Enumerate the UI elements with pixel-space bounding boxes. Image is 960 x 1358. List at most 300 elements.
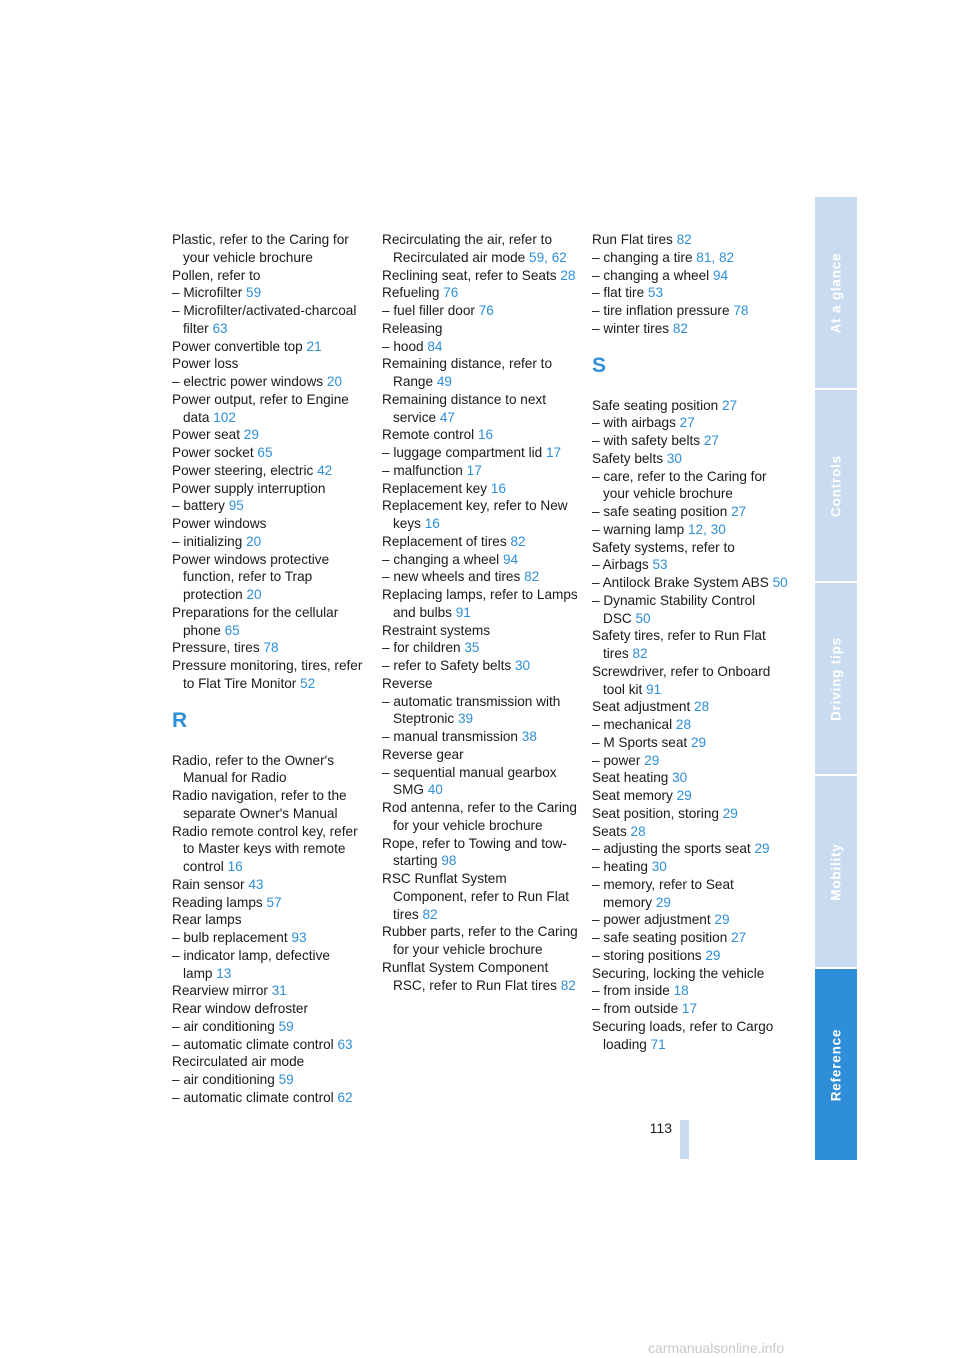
index-entry — [592, 432, 788, 450]
page-link[interactable]: 78 — [263, 640, 279, 656]
index-entry — [592, 716, 788, 734]
index-entry — [172, 1089, 368, 1107]
page-link[interactable]: 59 — [278, 1072, 294, 1087]
index-entry — [172, 1018, 368, 1036]
index-term: – Microfilter/activated-charcoal filter — [172, 303, 357, 336]
index-term: Power loss — [172, 356, 239, 372]
index-term: – changing a tire — [592, 249, 693, 265]
index-term: Rubber parts, refer to the Caring for your vehicle brochure — [382, 924, 578, 957]
page-link[interactable]: 76 — [443, 285, 459, 301]
index-term: – bulb replacement — [172, 930, 288, 945]
index-term: – with airbags — [592, 415, 676, 431]
page-link[interactable]: 52 — [300, 675, 316, 691]
index-term: Restraint systems — [382, 622, 491, 638]
page-link[interactable]: 81 — [696, 249, 712, 265]
index-entry — [382, 391, 578, 427]
page-link[interactable]: 16 — [424, 516, 440, 531]
page-link[interactable]: 91 — [646, 681, 662, 697]
index-term: Recirculated air mode — [172, 1054, 305, 1070]
index-entry — [592, 982, 788, 1000]
index-term: Pollen, refer to — [172, 267, 261, 283]
index-term: Radio remote control key, refer to Master keys with remote control — [172, 823, 358, 874]
index-entry — [172, 657, 368, 693]
index-term: – Airbags — [592, 557, 649, 573]
index-term: Securing loads, refer to Cargo loading — [592, 1018, 774, 1052]
page-link[interactable]: 84 — [427, 338, 443, 354]
index-term: – flat tire — [592, 285, 645, 301]
index-entry — [382, 533, 578, 551]
page-link[interactable]: 28 — [630, 823, 646, 839]
index-term: – automatic climate control — [172, 1036, 334, 1052]
tab-label: Driving tips — [828, 636, 844, 721]
page-link[interactable]: 76 — [478, 303, 494, 318]
index-entry — [172, 823, 368, 876]
index-term: Power windows — [172, 516, 267, 531]
index-entry — [172, 894, 368, 912]
index-term: – care, refer to the Caring for your vehicle brochure — [592, 468, 767, 502]
index-term: – Dynamic Stability Control DSC — [592, 592, 756, 626]
page-link[interactable]: 16 — [227, 859, 243, 874]
index-term: Releasing — [382, 320, 443, 336]
page-link[interactable]: 63 — [212, 320, 228, 336]
index-term: – Microfilter — [172, 285, 243, 301]
index-entry — [592, 805, 788, 823]
index-term: – fuel filler door — [382, 303, 475, 318]
index-term: – storing positions — [592, 947, 702, 963]
index-term: Power convertible top — [172, 338, 303, 354]
index-entry — [382, 462, 578, 480]
index-term: Securing, locking the vehicle — [592, 965, 765, 981]
index-entry — [172, 462, 368, 480]
index-term: Rain sensor — [172, 876, 245, 892]
index-entry — [382, 338, 578, 356]
page-link[interactable]: 27 — [679, 415, 695, 431]
page-link[interactable]: 53 — [647, 285, 664, 301]
index-term: Replacement key — [382, 480, 488, 496]
index-entry — [592, 503, 788, 521]
index-entry — [382, 959, 578, 995]
page-link[interactable]: 21 — [306, 338, 322, 354]
page-link[interactable]: 29 — [690, 734, 707, 750]
index-entry — [592, 1018, 788, 1054]
page-link[interactable]: 16 — [477, 427, 494, 443]
index-term: Reverse gear — [382, 746, 464, 762]
index-term: – indicator lamp, defective lamp — [172, 947, 330, 981]
index-term: Safe seating position — [592, 397, 719, 413]
index-term: – changing a wheel — [592, 267, 710, 283]
index-term: Rod antenna, refer to the Caring for your vehicle brochure — [382, 800, 577, 833]
tab-label: Controls — [828, 454, 844, 517]
index-entry — [172, 876, 368, 894]
index-entry — [172, 480, 368, 498]
page-link[interactable]: 29 — [655, 894, 671, 910]
index-term: Run Flat tires — [592, 232, 673, 247]
page-link[interactable]: 82 — [510, 533, 526, 549]
page-link[interactable]: 65 — [257, 445, 273, 460]
index-entry — [382, 675, 578, 693]
index-entry — [592, 397, 788, 415]
page-link[interactable]: 30 — [651, 859, 667, 874]
index-entry — [592, 663, 788, 699]
index-entry — [592, 284, 788, 302]
index-entry — [592, 929, 788, 947]
page-link[interactable]: 62 — [337, 1089, 353, 1105]
index-entry — [172, 929, 368, 947]
index-entry — [172, 391, 368, 427]
index-term: Preparations for the cellular phone — [172, 604, 339, 638]
tab-controls[interactable] — [815, 390, 857, 581]
page-number: 113 — [649, 1120, 672, 1136]
page-link[interactable]: 91 — [455, 604, 471, 620]
index-term: Power windows protective function, refer to Trap protection — [172, 551, 330, 602]
index-entry — [172, 267, 368, 285]
index-entry — [382, 320, 578, 338]
index-entry — [382, 302, 578, 320]
page-link[interactable]: 47 — [439, 409, 455, 425]
page-link[interactable]: 82 — [422, 906, 438, 922]
index-term: – heating — [592, 859, 648, 874]
index-term: Refueling — [382, 285, 440, 301]
index-term: Power output, refer to Engine data — [172, 391, 349, 425]
index-entry — [172, 911, 368, 929]
index-entry — [172, 787, 368, 823]
page-link[interactable]: 71 — [650, 1036, 666, 1052]
section-tabs — [815, 197, 857, 1161]
page-link[interactable]: 16 — [490, 480, 506, 496]
index-entry — [592, 450, 788, 468]
index-term: Pressure monitoring, tires, refer to Flat Tire Monitor — [172, 658, 363, 691]
page-link[interactable]: 20 — [326, 374, 343, 389]
index-term: Seat memory — [592, 788, 673, 803]
page-link[interactable]: 29 — [714, 912, 730, 928]
index-term: Reverse — [382, 675, 433, 691]
index-term: – for children — [382, 640, 461, 656]
index-entry — [382, 728, 578, 746]
index-entry — [592, 267, 788, 285]
page-link[interactable]: 17 — [681, 1001, 698, 1016]
page-link[interactable]: 29 — [243, 427, 259, 443]
page-link[interactable]: 29 — [644, 752, 660, 768]
index-entry — [172, 338, 368, 356]
page-link[interactable]: 62 — [551, 249, 567, 265]
index-term: Pressure, tires — [172, 640, 260, 656]
page-link[interactable]: 29 — [676, 788, 692, 803]
page-link[interactable]: 29 — [722, 805, 738, 821]
index-entry — [592, 414, 788, 432]
page-link[interactable]: 20 — [246, 587, 262, 602]
index-entry — [382, 693, 578, 729]
index-entry — [592, 752, 788, 770]
index-term: Screwdriver, refer to Onboard tool kit — [592, 663, 771, 697]
index-term: Rearview mirror — [172, 983, 268, 999]
page-link[interactable]: 17 — [466, 462, 482, 478]
index-term: – air conditioning — [172, 1018, 275, 1034]
index-entry — [382, 426, 578, 444]
index-entry — [382, 551, 578, 569]
index-term: – power — [592, 752, 641, 768]
index-term: Reclining seat, refer to Seats — [382, 267, 557, 283]
index-entry — [382, 497, 578, 533]
index-entry — [592, 840, 788, 858]
index-term: – with safety belts — [592, 433, 701, 448]
page-link[interactable]: 59 — [529, 249, 545, 265]
index-term: Replacement key, refer to New keys — [382, 498, 568, 531]
index-term: Power socket — [172, 445, 254, 460]
index-entry — [592, 876, 788, 912]
index-entry — [382, 746, 578, 764]
index-term: – electric power windows — [172, 374, 324, 389]
index-term: – M Sports seat — [592, 734, 688, 750]
index-term: – safe seating position — [592, 504, 728, 519]
index-entry — [382, 639, 578, 657]
index-term: – Antilock Brake System ABS — [592, 575, 769, 590]
page-link[interactable]: 82 — [524, 569, 540, 585]
index-entry — [172, 1071, 368, 1089]
index-entry — [592, 320, 788, 338]
index-term: – changing a wheel — [382, 551, 500, 567]
index-entry — [592, 858, 788, 876]
page-link[interactable]: 53 — [652, 557, 668, 573]
index-entry: Recirculating the air, refer to Recirculated air mode 59, 62 — [382, 232, 567, 265]
index-term: Seats — [592, 823, 627, 839]
index-term: Power seat — [172, 427, 241, 443]
page-link[interactable]: 43 — [248, 876, 264, 892]
index-entry — [592, 468, 788, 504]
tab-label: Reference — [828, 1028, 844, 1101]
index-entry — [592, 947, 788, 965]
index-entry — [382, 444, 578, 462]
page-link[interactable]: 39 — [458, 711, 474, 727]
index-term: – automatic transmission with Steptronic — [382, 693, 561, 727]
index-entry — [592, 734, 788, 752]
index-entry — [382, 355, 578, 391]
index-entry — [592, 911, 788, 929]
index-entry — [172, 302, 368, 338]
page-link[interactable]: 27 — [703, 433, 719, 448]
index-term: – sequential manual gearbox SMG — [382, 764, 557, 798]
index-entry — [592, 769, 788, 787]
index-entry — [172, 604, 368, 640]
page-link[interactable]: 94 — [712, 267, 729, 283]
index-entry — [172, 551, 368, 604]
index-term: – memory, refer to Seat memory — [592, 876, 734, 910]
index-entry — [172, 982, 368, 1000]
tab-mobility[interactable] — [815, 776, 857, 967]
tab-driving-tips[interactable] — [815, 583, 857, 774]
index-term: – malfunction — [382, 462, 463, 478]
index-entry — [172, 231, 368, 267]
index-entry — [592, 556, 788, 574]
index-entry — [592, 592, 788, 628]
index-term: – from inside — [592, 983, 670, 999]
index-term: Power supply interruption — [172, 480, 326, 496]
page-link[interactable]: 50 — [772, 575, 788, 590]
index-term: – refer to Safety belts — [382, 658, 512, 673]
index-term: – air conditioning — [172, 1072, 275, 1087]
index-entry — [172, 426, 368, 444]
index-term: Seat heating — [592, 770, 669, 786]
index-term: Replacing lamps, refer to Lamps and bulbs — [382, 587, 578, 620]
index-entry — [382, 568, 578, 586]
index-entry — [172, 373, 368, 391]
section-letter: S — [592, 353, 607, 377]
index-term: – power adjustment — [592, 912, 711, 928]
index-entry — [592, 231, 788, 249]
tab-at-a-glance[interactable] — [815, 197, 857, 388]
page-link[interactable]: 13 — [216, 965, 232, 981]
index-entry — [382, 480, 578, 498]
index-entry — [592, 965, 788, 983]
page-link[interactable]: 63 — [337, 1036, 353, 1052]
index-entry — [172, 284, 368, 302]
tab-label: Mobility — [828, 842, 844, 901]
index-term: RSC Runflat System Component, refer to Run Flat tires — [382, 871, 570, 922]
page-link[interactable]: 42 — [317, 462, 333, 478]
page-link[interactable]: 82 — [676, 232, 692, 247]
page-link[interactable]: 20 — [246, 533, 262, 549]
index-term: Reading lamps — [172, 894, 263, 910]
index-term: Remote control — [382, 427, 475, 443]
index-term: Radio, refer to the Owner's Manual for Radio — [172, 752, 335, 786]
index-term: – new wheels and tires — [382, 569, 521, 585]
page-link[interactable]: 28 — [694, 699, 710, 715]
index-term: Remaining distance, refer to Range — [382, 356, 553, 389]
index-entry — [172, 515, 368, 533]
index-entry — [382, 835, 578, 871]
index-term: – from outside — [592, 1001, 679, 1016]
index-entry — [172, 1000, 368, 1018]
index-term: – hood — [382, 338, 424, 354]
index-term: Recirculating the air, refer to Recirculated air mode — [382, 232, 553, 265]
index-entry — [382, 870, 578, 923]
page-link[interactable]: 28 — [675, 717, 692, 732]
page-link[interactable]: 29 — [705, 947, 721, 963]
index-column-2 — [382, 231, 578, 994]
index-entry — [172, 1053, 368, 1071]
index-term: – adjusting the sports seat — [592, 841, 751, 857]
index-term: – winter tires — [592, 320, 670, 336]
index-term: Power steering, electric — [172, 462, 314, 478]
index-column-1 — [172, 231, 368, 1107]
page-link[interactable]: 59 — [246, 285, 262, 301]
page-link[interactable]: 98 — [441, 853, 457, 869]
index-term: Safety systems, refer to — [592, 539, 735, 555]
index-entry — [592, 574, 788, 592]
index-entry — [382, 923, 578, 959]
index-column-3 — [592, 231, 788, 1053]
index-term: – warning lamp — [592, 521, 685, 537]
index-term: – initializing — [172, 533, 243, 549]
page-link[interactable]: 30 — [515, 658, 531, 673]
index-term: Plastic, refer to the Caring for your vehicle brochure — [172, 232, 349, 265]
index-entry — [382, 586, 578, 622]
index-term: Rear lamps — [172, 912, 242, 928]
page-link[interactable]: 59 — [278, 1018, 294, 1034]
page-link[interactable]: 78 — [733, 303, 749, 318]
index-term: Radio navigation, refer to the separate Owner's Manual — [172, 788, 347, 821]
index-term: Rear window defroster — [172, 1001, 308, 1016]
page-link[interactable]: 102 — [213, 409, 236, 425]
index-term: – manual transmission — [382, 729, 518, 744]
index-term: Rope, refer to Towing and tow-starting — [382, 835, 567, 869]
page-link[interactable]: 17 — [545, 445, 562, 460]
page-link[interactable]: 57 — [266, 894, 282, 910]
page-link[interactable]: 27 — [731, 930, 747, 945]
page-link[interactable]: 28 — [560, 267, 576, 283]
page-link[interactable]: 93 — [291, 930, 307, 945]
page-link[interactable]: 31 — [271, 983, 287, 999]
page-link[interactable]: 82 — [718, 249, 735, 265]
page-link[interactable]: 30 — [666, 450, 682, 466]
index-entry — [592, 698, 788, 716]
index-term: Seat position, storing — [592, 805, 719, 821]
index-term: Remaining distance to next service — [382, 391, 546, 425]
index-entry — [172, 1036, 368, 1054]
index-entry — [382, 764, 578, 800]
index-entry — [592, 787, 788, 805]
page-link[interactable]: 82 — [672, 320, 688, 336]
index-entry — [592, 1000, 788, 1018]
section-letter: R — [172, 708, 188, 732]
tab-label: At a glance — [828, 252, 844, 333]
index-entry — [172, 752, 368, 788]
index-term: – luggage compartment lid — [382, 445, 543, 460]
index-entry — [382, 284, 578, 302]
index-entry — [592, 539, 788, 557]
page-link[interactable]: 29 — [754, 841, 770, 857]
index-term: – automatic climate control — [172, 1089, 334, 1105]
index-entry — [172, 947, 368, 983]
index-entry — [382, 267, 578, 285]
index-term: Replacement of tires — [382, 533, 507, 549]
page-link[interactable]: 18 — [673, 983, 689, 999]
page-link[interactable]: 27 — [731, 504, 747, 519]
page-link[interactable]: 30 — [710, 521, 726, 537]
index-entry — [172, 533, 368, 551]
index-term: – battery — [172, 498, 225, 514]
page-link[interactable]: 38 — [521, 729, 537, 744]
index-entry: – changing a tire 81, 82 — [592, 249, 735, 265]
index-term: Seat adjustment — [592, 699, 691, 715]
index-entry — [382, 657, 578, 675]
page-link[interactable]: 49 — [436, 374, 452, 389]
page-link[interactable]: 27 — [722, 397, 738, 413]
page-link[interactable]: 65 — [224, 622, 240, 638]
index-term: – mechanical — [592, 717, 673, 732]
page-link[interactable]: 94 — [502, 551, 519, 567]
index-entry — [592, 627, 788, 663]
page-link[interactable]: 50 — [635, 610, 651, 626]
page-number-bar — [680, 1120, 689, 1159]
page-link[interactable]: 82 — [560, 977, 576, 993]
page-link[interactable]: 35 — [464, 640, 480, 656]
index-entry — [382, 622, 578, 640]
page-link[interactable]: 40 — [427, 782, 443, 798]
page-link[interactable]: 30 — [672, 770, 688, 786]
index-entry — [172, 497, 368, 515]
page-link[interactable]: 12 — [687, 521, 704, 537]
index-entry — [172, 355, 368, 373]
page-link[interactable]: 95 — [228, 498, 244, 514]
index-entry — [592, 302, 788, 320]
index-entry — [382, 799, 578, 835]
watermark: carmanualsonline.info — [648, 1340, 785, 1356]
index-term: Safety tires, refer to Run Flat tires — [592, 628, 766, 661]
page-link[interactable]: 82 — [632, 646, 648, 661]
index-entry — [592, 823, 788, 841]
index-term: – tire inflation pressure — [592, 303, 730, 318]
tab-reference[interactable] — [815, 969, 857, 1160]
